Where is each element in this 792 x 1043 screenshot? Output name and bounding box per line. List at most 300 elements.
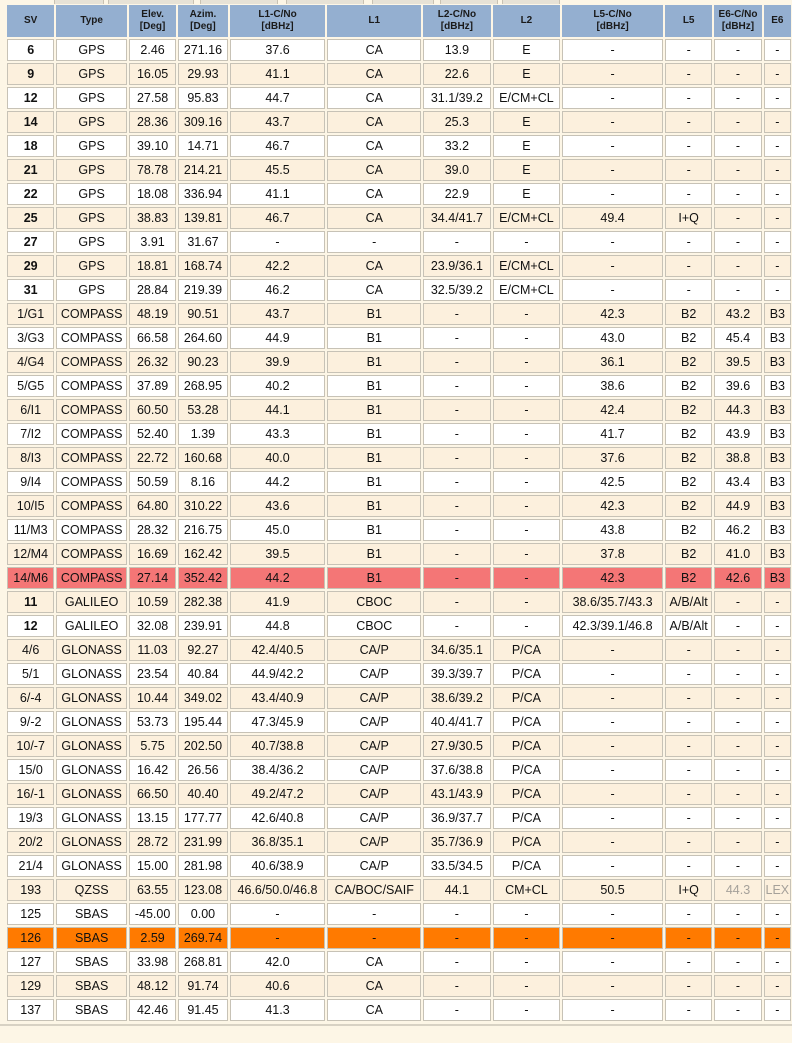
table-row[interactable] (7, 831, 791, 853)
cell-l5-cno: - (562, 39, 663, 61)
cell-l1-cno: 44.2 (230, 471, 326, 493)
cell-e6-cno: 39.6 (714, 375, 761, 397)
cell-l2: - (493, 951, 561, 973)
cell-sv: 14 (7, 111, 54, 133)
cell-e6-cno: - (714, 831, 761, 853)
cell-type: COMPASS (56, 495, 127, 517)
cell-azimuth: 310.22 (178, 495, 227, 517)
cell-azimuth: 336.94 (178, 183, 227, 205)
header-l1[interactable] (327, 5, 421, 37)
cell-type: COMPASS (56, 567, 127, 589)
cell-l2-cno: 39.0 (423, 159, 491, 181)
cell-l2: P/CA (493, 855, 561, 877)
cell-l5-cno: 42.3 (562, 303, 663, 325)
cell-l2: P/CA (493, 783, 561, 805)
cell-l1-cno: 41.1 (230, 63, 326, 85)
cell-sv: 21/4 (7, 855, 54, 877)
cell-l2-cno: 40.4/41.7 (423, 711, 491, 733)
cell-l2-cno: - (423, 447, 491, 469)
cell-l2: E (493, 111, 561, 133)
cell-azimuth: 349.02 (178, 687, 227, 709)
cell-elevation: 64.80 (129, 495, 176, 517)
cell-l1-cno: 47.3/45.9 (230, 711, 326, 733)
cell-l1-cno: 42.4/40.5 (230, 639, 326, 661)
cell-e6: - (764, 927, 791, 949)
cell-e6: B3 (764, 543, 791, 565)
cell-l2: E/CM+CL (493, 207, 561, 229)
cell-type: SBAS (56, 999, 127, 1021)
cell-l2: - (493, 375, 561, 397)
cell-l1: B1 (327, 327, 421, 349)
table-row[interactable] (7, 39, 791, 61)
cell-l2-cno: 36.9/37.7 (423, 807, 491, 829)
cell-l5-cno: - (562, 111, 663, 133)
cell-sv: 126 (7, 927, 54, 949)
cell-l1-cno: 38.4/36.2 (230, 759, 326, 781)
cell-l2-cno: - (423, 999, 491, 1021)
cell-sv: 29 (7, 255, 54, 277)
header-l5[interactable] (665, 5, 712, 37)
cell-e6: - (764, 831, 791, 853)
cell-l5: A/B/Alt (665, 591, 712, 613)
cell-type: SBAS (56, 951, 127, 973)
cell-elevation: -45.00 (129, 903, 176, 925)
cell-elevation: 33.98 (129, 951, 176, 973)
cell-l1: CA/BOC/SAIF (327, 879, 421, 901)
table-row[interactable] (7, 951, 791, 973)
cell-elevation: 48.19 (129, 303, 176, 325)
table-row[interactable] (7, 855, 791, 877)
cell-l5-cno: - (562, 63, 663, 85)
cell-e6: - (764, 231, 791, 253)
cell-e6-cno: - (714, 255, 761, 277)
cell-elevation: 39.10 (129, 135, 176, 157)
cell-l2-cno: - (423, 351, 491, 373)
table-row[interactable] (7, 135, 791, 157)
cell-azimuth: 53.28 (178, 399, 227, 421)
cell-l2: P/CA (493, 639, 561, 661)
cell-l5-cno: - (562, 159, 663, 181)
cell-l5: B2 (665, 375, 712, 397)
cell-type: GLONASS (56, 759, 127, 781)
cell-l2: P/CA (493, 735, 561, 757)
cell-l5-cno: - (562, 759, 663, 781)
cell-l2: E (493, 63, 561, 85)
cell-azimuth: 264.60 (178, 327, 227, 349)
cell-sv: 12 (7, 87, 54, 109)
cell-l2-cno: - (423, 519, 491, 541)
cell-sv: 20/2 (7, 831, 54, 853)
cell-elevation: 16.42 (129, 759, 176, 781)
cell-azimuth: 40.40 (178, 783, 227, 805)
cell-l2: - (493, 351, 561, 373)
cell-azimuth: 0.00 (178, 903, 227, 925)
cell-e6-cno: - (714, 231, 761, 253)
header-azimuth[interactable] (178, 5, 227, 37)
cell-l5-cno: 43.0 (562, 327, 663, 349)
table-row[interactable] (7, 423, 791, 445)
cell-elevation: 38.83 (129, 207, 176, 229)
cell-l1: CA/P (327, 783, 421, 805)
cell-l2: P/CA (493, 807, 561, 829)
cell-l1-cno: 43.3 (230, 423, 326, 445)
cell-sv: 10/I5 (7, 495, 54, 517)
cell-l1: CA (327, 63, 421, 85)
cell-l5-cno: - (562, 87, 663, 109)
cell-l2: P/CA (493, 831, 561, 853)
table-row[interactable] (7, 471, 791, 493)
cell-e6: - (764, 63, 791, 85)
cell-l1-cno: 46.7 (230, 135, 326, 157)
cell-azimuth: 95.83 (178, 87, 227, 109)
cell-azimuth: 90.51 (178, 303, 227, 325)
cell-l5-cno: 50.5 (562, 879, 663, 901)
cell-azimuth: 271.16 (178, 39, 227, 61)
table-row[interactable] (7, 279, 791, 301)
cell-e6: - (764, 135, 791, 157)
cell-sv: 8/I3 (7, 447, 54, 469)
cell-l1-cno: 44.2 (230, 567, 326, 589)
cell-e6-cno: - (714, 207, 761, 229)
satellite-status-table (5, 3, 792, 1023)
cell-l5: - (665, 231, 712, 253)
cell-l2-cno: - (423, 951, 491, 973)
cell-azimuth: 239.91 (178, 615, 227, 637)
cell-l2-cno: - (423, 615, 491, 637)
cell-e6: - (764, 207, 791, 229)
cell-l5: - (665, 783, 712, 805)
cell-l2-cno: - (423, 327, 491, 349)
table-row[interactable] (7, 711, 791, 733)
header-sv[interactable] (7, 5, 54, 37)
table-row[interactable] (7, 591, 791, 613)
cell-l1: CA (327, 255, 421, 277)
table-row[interactable] (7, 231, 791, 253)
table-row[interactable] (7, 807, 791, 829)
cell-l2-cno: 43.1/43.9 (423, 783, 491, 805)
cell-l2-cno: - (423, 903, 491, 925)
table-row[interactable] (7, 903, 791, 925)
header-unit: [dBHz] (261, 21, 294, 32)
cell-azimuth: 8.16 (178, 471, 227, 493)
cell-l5: - (665, 951, 712, 973)
cell-e6-cno: - (714, 111, 761, 133)
cell-l2: - (493, 903, 561, 925)
cell-elevation: 15.00 (129, 855, 176, 877)
cell-l5: - (665, 183, 712, 205)
table-row[interactable] (7, 159, 791, 181)
table-row[interactable] (7, 615, 791, 637)
cell-l1: B1 (327, 303, 421, 325)
cell-elevation: 50.59 (129, 471, 176, 493)
cell-sv: 9/I4 (7, 471, 54, 493)
cell-e6: - (764, 735, 791, 757)
cell-e6-cno: - (714, 39, 761, 61)
cell-l5: - (665, 135, 712, 157)
header-type[interactable] (56, 5, 127, 37)
cell-e6-cno: - (714, 615, 761, 637)
cell-l2-cno: 25.3 (423, 111, 491, 133)
table-row[interactable] (7, 111, 791, 133)
cell-l2: - (493, 423, 561, 445)
cell-e6: - (764, 903, 791, 925)
cell-sv: 125 (7, 903, 54, 925)
cell-azimuth: 92.27 (178, 639, 227, 661)
cell-type: GPS (56, 111, 127, 133)
cell-l5: - (665, 87, 712, 109)
table-header-row (7, 5, 791, 37)
cell-l2: - (493, 327, 561, 349)
cell-l5: - (665, 39, 712, 61)
table-row[interactable] (7, 879, 791, 901)
cell-l2: E (493, 39, 561, 61)
cell-l2: E/CM+CL (493, 279, 561, 301)
header-l5-cno[interactable] (562, 5, 663, 37)
cell-azimuth: 214.21 (178, 159, 227, 181)
header-label: E6-C/No (718, 9, 758, 20)
cell-sv: 11/M3 (7, 519, 54, 541)
cell-l1: B1 (327, 471, 421, 493)
cell-l2: CM+CL (493, 879, 561, 901)
cell-l2: - (493, 231, 561, 253)
cell-type: SBAS (56, 927, 127, 949)
cell-l5: - (665, 999, 712, 1021)
cell-e6: B3 (764, 303, 791, 325)
cell-l2-cno: 34.6/35.1 (423, 639, 491, 661)
cell-l5-cno: - (562, 807, 663, 829)
header-e6-cno[interactable] (714, 5, 761, 37)
cell-l2-cno: 34.4/41.7 (423, 207, 491, 229)
cell-sv: 6/-4 (7, 687, 54, 709)
cell-azimuth: 219.39 (178, 279, 227, 301)
cell-l2-cno: - (423, 591, 491, 613)
cell-e6-cno: 43.2 (714, 303, 761, 325)
cell-l1: CA/P (327, 831, 421, 853)
cell-l5-cno: - (562, 927, 663, 949)
cell-type: COMPASS (56, 447, 127, 469)
cell-l2: P/CA (493, 663, 561, 685)
cell-elevation: 18.81 (129, 255, 176, 277)
cell-l5-cno: - (562, 735, 663, 757)
cell-l5-cno: - (562, 135, 663, 157)
cell-e6: - (764, 183, 791, 205)
cell-e6-cno: - (714, 711, 761, 733)
cell-type: GLONASS (56, 807, 127, 829)
header-unit: [dBHz] (440, 21, 473, 32)
header-label: L2 (520, 15, 533, 26)
cell-l1: B1 (327, 447, 421, 469)
cell-sv: 193 (7, 879, 54, 901)
table-row[interactable] (7, 567, 791, 589)
cell-l1: - (327, 903, 421, 925)
header-unit: [Deg] (190, 21, 216, 32)
cell-sv: 10/-7 (7, 735, 54, 757)
cell-l2: - (493, 399, 561, 421)
table-row[interactable] (7, 399, 791, 421)
table-row[interactable] (7, 183, 791, 205)
cell-e6: B3 (764, 351, 791, 373)
cell-azimuth: 90.23 (178, 351, 227, 373)
cell-sv: 129 (7, 975, 54, 997)
cell-l5-cno: 42.5 (562, 471, 663, 493)
cell-type: GPS (56, 183, 127, 205)
cell-l5-cno: 42.3 (562, 567, 663, 589)
cell-l5-cno: 42.3/39.1/46.8 (562, 615, 663, 637)
cell-type: GPS (56, 135, 127, 157)
cell-l2: - (493, 975, 561, 997)
cell-elevation: 63.55 (129, 879, 176, 901)
table-row[interactable] (7, 975, 791, 997)
cell-azimuth: 91.74 (178, 975, 227, 997)
cell-e6: - (764, 639, 791, 661)
cell-l1: CA (327, 999, 421, 1021)
cell-elevation: 28.32 (129, 519, 176, 541)
cell-l5: B2 (665, 543, 712, 565)
cell-e6: - (764, 807, 791, 829)
cell-l2: - (493, 471, 561, 493)
cell-l1-cno: 44.9/42.2 (230, 663, 326, 685)
cell-e6-cno: 46.2 (714, 519, 761, 541)
cell-azimuth: 123.08 (178, 879, 227, 901)
cell-l1: CA (327, 135, 421, 157)
cell-l1: CA (327, 183, 421, 205)
header-label: L2-C/No (437, 9, 477, 20)
cell-elevation: 42.46 (129, 999, 176, 1021)
table-row[interactable] (7, 87, 791, 109)
table-row[interactable] (7, 327, 791, 349)
cell-azimuth: 168.74 (178, 255, 227, 277)
cell-l1: CA (327, 87, 421, 109)
table-row[interactable] (7, 519, 791, 541)
cell-l2-cno: 44.1 (423, 879, 491, 901)
cell-azimuth: 268.95 (178, 375, 227, 397)
table-row[interactable] (7, 207, 791, 229)
cell-l1-cno: 43.7 (230, 111, 326, 133)
cell-type: COMPASS (56, 543, 127, 565)
cell-sv: 6/I1 (7, 399, 54, 421)
cell-l2-cno: 27.9/30.5 (423, 735, 491, 757)
cell-l1-cno: 39.9 (230, 351, 326, 373)
cell-l2-cno: - (423, 471, 491, 493)
cell-l2: E/CM+CL (493, 87, 561, 109)
table-row[interactable] (7, 447, 791, 469)
table-row[interactable] (7, 687, 791, 709)
cell-l2-cno: 22.9 (423, 183, 491, 205)
table-row[interactable] (7, 783, 791, 805)
cell-e6-cno: - (714, 63, 761, 85)
cell-e6-cno: - (714, 927, 761, 949)
header-e6[interactable] (764, 5, 791, 37)
table-row[interactable] (7, 999, 791, 1021)
cell-type: GPS (56, 87, 127, 109)
table-row[interactable] (7, 735, 791, 757)
cell-l1: CA (327, 951, 421, 973)
cell-type: COMPASS (56, 375, 127, 397)
cell-azimuth: 269.74 (178, 927, 227, 949)
table-row[interactable] (7, 543, 791, 565)
cell-e6: - (764, 783, 791, 805)
cell-l1: CA/P (327, 663, 421, 685)
cell-e6: B3 (764, 327, 791, 349)
cell-l1-cno: 44.8 (230, 615, 326, 637)
table-row[interactable] (7, 351, 791, 373)
table-row[interactable] (7, 759, 791, 781)
header-elevation[interactable] (129, 5, 176, 37)
cell-l2: - (493, 447, 561, 469)
table-row[interactable] (7, 375, 791, 397)
cell-e6-cno: - (714, 663, 761, 685)
cell-l2-cno: 32.5/39.2 (423, 279, 491, 301)
cell-l2-cno: - (423, 375, 491, 397)
cell-l5-cno: - (562, 951, 663, 973)
cell-e6: - (764, 711, 791, 733)
cell-e6: - (764, 591, 791, 613)
cell-azimuth: 162.42 (178, 543, 227, 565)
cell-type: QZSS (56, 879, 127, 901)
cell-l2-cno: 33.5/34.5 (423, 855, 491, 877)
cell-e6: - (764, 39, 791, 61)
table-row[interactable] (7, 303, 791, 325)
cell-e6: - (764, 687, 791, 709)
cell-l1: CBOC (327, 591, 421, 613)
table-row[interactable] (7, 495, 791, 517)
cell-l5: B2 (665, 303, 712, 325)
table-row[interactable] (7, 639, 791, 661)
cell-type: COMPASS (56, 519, 127, 541)
table-row[interactable] (7, 927, 791, 949)
cell-type: COMPASS (56, 423, 127, 445)
cell-azimuth: 177.77 (178, 807, 227, 829)
cell-l2-cno: 38.6/39.2 (423, 687, 491, 709)
table-row[interactable] (7, 255, 791, 277)
cell-e6: - (764, 855, 791, 877)
cell-l1-cno: - (230, 903, 326, 925)
cell-sv: 11 (7, 591, 54, 613)
cell-l1-cno: 45.0 (230, 519, 326, 541)
cell-l1-cno: 44.7 (230, 87, 326, 109)
cell-l1-cno: 43.4/40.9 (230, 687, 326, 709)
cell-type: SBAS (56, 903, 127, 925)
header-l1-cno[interactable] (230, 5, 326, 37)
cell-e6-cno: - (714, 159, 761, 181)
cell-e6-cno: 38.8 (714, 447, 761, 469)
header-label: E6 (771, 15, 784, 26)
cell-sv: 5/1 (7, 663, 54, 685)
table-row[interactable] (7, 663, 791, 685)
cell-l5: - (665, 159, 712, 181)
cell-l5: B2 (665, 567, 712, 589)
cell-elevation: 26.32 (129, 351, 176, 373)
cell-l5: - (665, 255, 712, 277)
cell-type: GLONASS (56, 687, 127, 709)
header-label: Elev. (141, 9, 164, 20)
cell-l1-cno: 40.6 (230, 975, 326, 997)
cell-azimuth: 91.45 (178, 999, 227, 1021)
header-label: L5-C/No (593, 9, 632, 20)
cell-l2-cno: - (423, 543, 491, 565)
header-l2-cno[interactable] (423, 5, 491, 37)
cell-type: COMPASS (56, 471, 127, 493)
header-l2[interactable] (493, 5, 561, 37)
cell-e6-cno: - (714, 855, 761, 877)
cell-l5: - (665, 855, 712, 877)
table-row[interactable] (7, 63, 791, 85)
cell-elevation: 66.50 (129, 783, 176, 805)
cell-l5-cno: - (562, 711, 663, 733)
cell-sv: 6 (7, 39, 54, 61)
cell-l1: B1 (327, 399, 421, 421)
cell-l1: CA/P (327, 687, 421, 709)
